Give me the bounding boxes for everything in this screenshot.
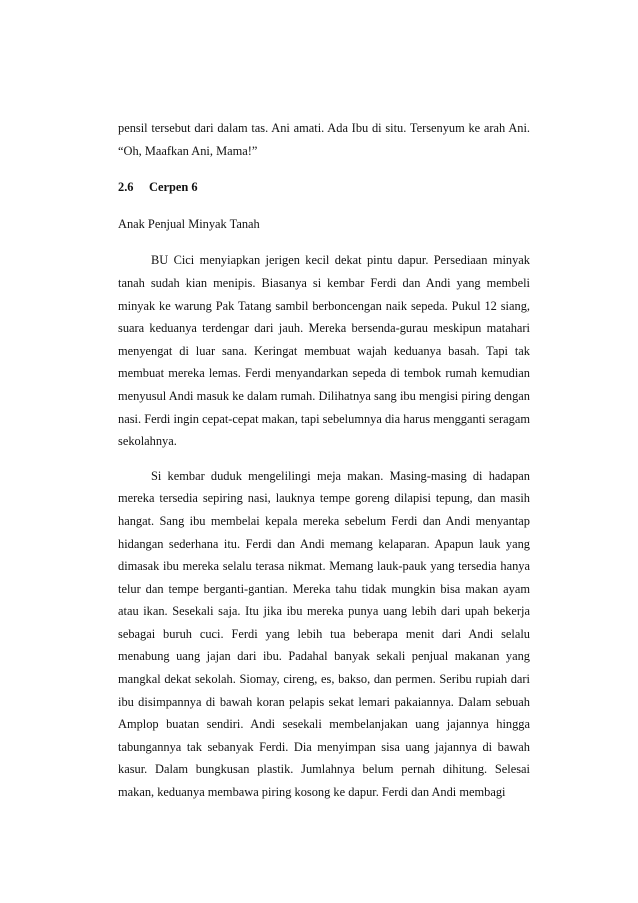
section-title: Cerpen 6 — [149, 180, 198, 195]
story-title: Anak Penjual Minyak Tanah — [118, 216, 260, 231]
body-paragraph-1: BU Cici menyiapkan jerigen kecil dekat pintu dapur. Persediaan minyak tanah sudah kian menipis. Biasanya si kembar Ferdi dan Andi yang membeli minyak ke warung Pak Tatang sambil berboncengan naik sepeda. Pukul 12 siang, suara keduanya terdengar dari jauh. Mereka bersenda-gurau meskipun matahari menyengat di luar sana. Keringat membuat wajah keduanya basah. Tapi tak membuat mereka lemas. Ferdi menyandarkan sepeda di tembok rumah kemudian menyusul Andi masuk ke dalam rumah. Dilihatnya sang ibu mengisi piring dengan nasi. Ferdi ingin cepat-cepat makan, tapi sebelumnya dia harus mengganti seragam sekolahnya. — [118, 253, 530, 449]
paragraph-gap — [118, 453, 530, 465]
continuation-paragraph: pensil tersebut dari dalam tas. Ani amati. Ada Ibu di situ. Tersenyum ke arah Ani. “Oh, Maafkan Ani, Mama!” — [118, 121, 530, 158]
body-paragraph-2: Si kembar duduk mengelilingi meja makan. Masing-masing di hadapan mereka tersedia sepiring nasi, lauknya tempe goreng dilapisi tepung, dan masih hangat. Sang ibu membelai kepala mereka sebelum Ferdi dan Andi menyantap hidangan sederhana itu. Ferdi dan Andi memang kelaparan. Apapun lauk yang dimasak ibu mereka selalu terasa nikmat. Memang lauk-pauk yang tersedia hanya telur dan tempe berganti-gantian. Mereka tahu tidak mungkin bisa makan ayam atau ikan. Sesekali saja. Itu jika ibu mereka punya uang lebih dari upah bekerja sebagai buruh cuci. Ferdi yang lebih tua beberapa menit dari Andi selalu menabung uang jajan dari ibu. Padahal banyak sekali penjual makanan yang mangkal dekat sekolah. Siomay, cireng, es, bakso, dan permen. Seribu rupiah dari ibu disimpannya di bawah koran pelapis sekat lemari pakaiannya. Dalam sebuah Amplop buatan sendiri. Andi sesekali membelanjakan uang jajannya hingga tabungannya tak sebanyak Ferdi. Dia menyimpan sisa uang jajannya di bawah kasur. Dalam bungkusan plastik. Jumlahnya belum pernah dihitung. Selesai makan, keduanya membawa piring kosong ke dapur. Ferdi dan Andi membagi — [118, 468, 530, 800]
document-page — [118, 117, 530, 804]
section-heading — [118, 176, 530, 199]
section-number: 2.6 — [118, 180, 134, 195]
